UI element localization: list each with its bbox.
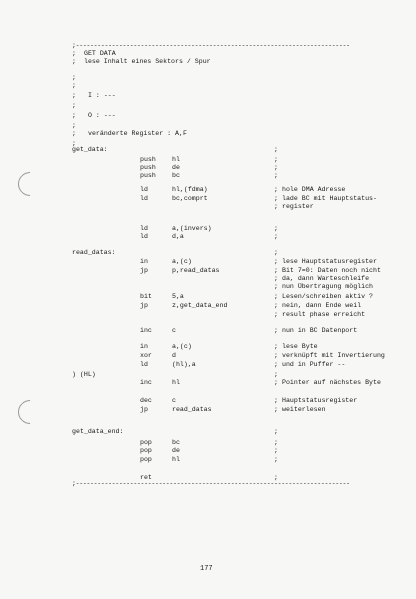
routine-description: lese Inhalt eines Sektors / Spur [84, 58, 211, 65]
semi: ; [72, 92, 76, 99]
semi: ; [72, 140, 76, 147]
code-comment: da, dann Warteschleife [282, 275, 370, 282]
code-operand: de [172, 164, 180, 171]
comment-semicolon: ; [274, 327, 278, 334]
code-operand: de [172, 447, 180, 454]
code-operand: 5,a [172, 293, 184, 300]
code-operand: hl [172, 456, 180, 463]
code-comment: result phase erreicht [282, 311, 366, 318]
code-operand: a,(c) [172, 258, 192, 265]
code-operand: bc [172, 172, 180, 179]
code-operand: hl,(fdma) [172, 186, 208, 193]
rule-top: ;---------------------------------------------------------------------------- [72, 42, 350, 49]
code-opcode: push [140, 156, 156, 163]
code-comment: weiterlesen [282, 406, 326, 413]
comment-semicolon: ; [274, 311, 278, 318]
code-opcode: dec [140, 397, 152, 404]
comment-semicolon: ; [274, 186, 278, 193]
semi: ; [72, 74, 76, 81]
comment-semicolon: ; [274, 156, 278, 163]
code-opcode: push [140, 172, 156, 179]
code-operand: bc [172, 439, 180, 446]
comment-semicolon: ; [274, 474, 278, 481]
comment-semicolon: ; [274, 172, 278, 179]
comment-semicolon: ; [274, 225, 278, 232]
comment-semicolon: ; [274, 233, 278, 240]
code-opcode: jp [140, 267, 148, 274]
code-opcode: bit [140, 293, 152, 300]
comment-semicolon: ; [274, 371, 278, 378]
comment-semicolon: ; [274, 302, 278, 309]
code-operand: hl [172, 156, 180, 163]
comment-semicolon: ; [274, 406, 278, 413]
code-opcode: jp [140, 302, 148, 309]
code-operand: hl [172, 379, 180, 386]
code-opcode: in [140, 258, 148, 265]
comment-semicolon: ; [274, 283, 278, 290]
code-label: get_data: [72, 146, 108, 153]
code-operand: read_datas [172, 406, 212, 413]
comment-semicolon: ; [274, 397, 278, 404]
code-opcode: ld [140, 233, 148, 240]
comment-semicolon: ; [274, 439, 278, 446]
comment-semicolon: ; [274, 447, 278, 454]
comment-semicolon: ; [274, 428, 278, 435]
comment-semicolon: ; [274, 258, 278, 265]
code-operand: p,read_datas [172, 267, 220, 274]
comment-semicolon: ; [274, 379, 278, 386]
code-opcode: inc [140, 327, 152, 334]
comment-semicolon: ; [274, 267, 278, 274]
comment-semicolon: ; [274, 146, 278, 153]
comment-semicolon: ; [274, 249, 278, 256]
routine-title: GET DATA [84, 50, 116, 57]
code-comment: lese Byte [282, 343, 318, 350]
code-opcode: ld [140, 361, 148, 368]
semi: ; [72, 102, 76, 109]
code-opcode: ld [140, 186, 148, 193]
comment-semicolon: ; [274, 456, 278, 463]
code-comment: Lesen/schreiben aktiv ? [282, 293, 374, 300]
code-comment: Hauptstatusregister [282, 397, 358, 404]
punch-hole-top [13, 167, 47, 201]
code-comment: Bit 7=0: Daten noch nicht [282, 267, 381, 274]
code-opcode: xor [140, 352, 152, 359]
code-comment: und in Puffer -- [282, 361, 346, 368]
code-operand: bc,comprt [172, 195, 208, 202]
code-label: get_data_end: [72, 428, 124, 435]
punch-hole-bottom [13, 395, 47, 429]
comment-semicolon: ; [274, 195, 278, 202]
page-number: 177 [200, 565, 213, 573]
comment-semicolon: ; [274, 293, 278, 300]
code-comment: nun in BC Datenport [282, 327, 358, 334]
code-opcode: ret [140, 474, 152, 481]
output-spec: O : --- [88, 112, 116, 119]
semi: ; [72, 50, 76, 57]
code-comment: Pointer auf nächstes Byte [282, 379, 381, 386]
code-comment: register [282, 203, 314, 210]
code-opcode: ld [140, 225, 148, 232]
comment-semicolon: ; [274, 275, 278, 282]
rule-bottom: ;---------------------------------------------------------------------------- [72, 480, 350, 487]
semi: ; [72, 58, 76, 65]
semi: ; [72, 112, 76, 119]
code-comment: nun Übertragung möglich [282, 283, 374, 290]
comment-semicolon: ; [274, 164, 278, 171]
code-operand: a,(c) [172, 343, 192, 350]
code-operand: a,(invers) [172, 225, 212, 232]
changed-registers: veränderte Register : A,F [88, 130, 187, 137]
code-opcode: pop [140, 447, 152, 454]
code-operand: c [172, 397, 176, 404]
code-comment: lade BC mit Hauptstatus- [282, 195, 377, 202]
semi: ; [72, 130, 76, 137]
input-spec: I : --- [88, 92, 116, 99]
code-comment: nein, dann Ende weil [282, 302, 362, 309]
code-comment: lese Hauptstatusregister [282, 258, 377, 265]
code-operand: z,get_data_end [172, 302, 228, 309]
code-operand: c [172, 327, 176, 334]
code-operand: d,a [172, 233, 184, 240]
semi: ; [72, 82, 76, 89]
code-comment: hole DMA Adresse [282, 186, 346, 193]
comment-semicolon: ; [274, 343, 278, 350]
code-label: read_datas: [72, 249, 116, 256]
code-comment: verknüpft mit Invertierung [282, 352, 385, 359]
comment-semicolon: ; [274, 352, 278, 359]
code-opcode: pop [140, 456, 152, 463]
code-opcode: inc [140, 379, 152, 386]
code-opcode: pop [140, 439, 152, 446]
comment-semicolon: ; [274, 361, 278, 368]
code-label: ) (HL) [72, 371, 96, 378]
semi: ; [72, 122, 76, 129]
code-operand: d [172, 352, 176, 359]
code-opcode: push [140, 164, 156, 171]
code-operand: (hl),a [172, 361, 196, 368]
code-opcode: in [140, 343, 148, 350]
code-opcode: jp [140, 406, 148, 413]
code-opcode: ld [140, 195, 148, 202]
comment-semicolon: ; [274, 203, 278, 210]
